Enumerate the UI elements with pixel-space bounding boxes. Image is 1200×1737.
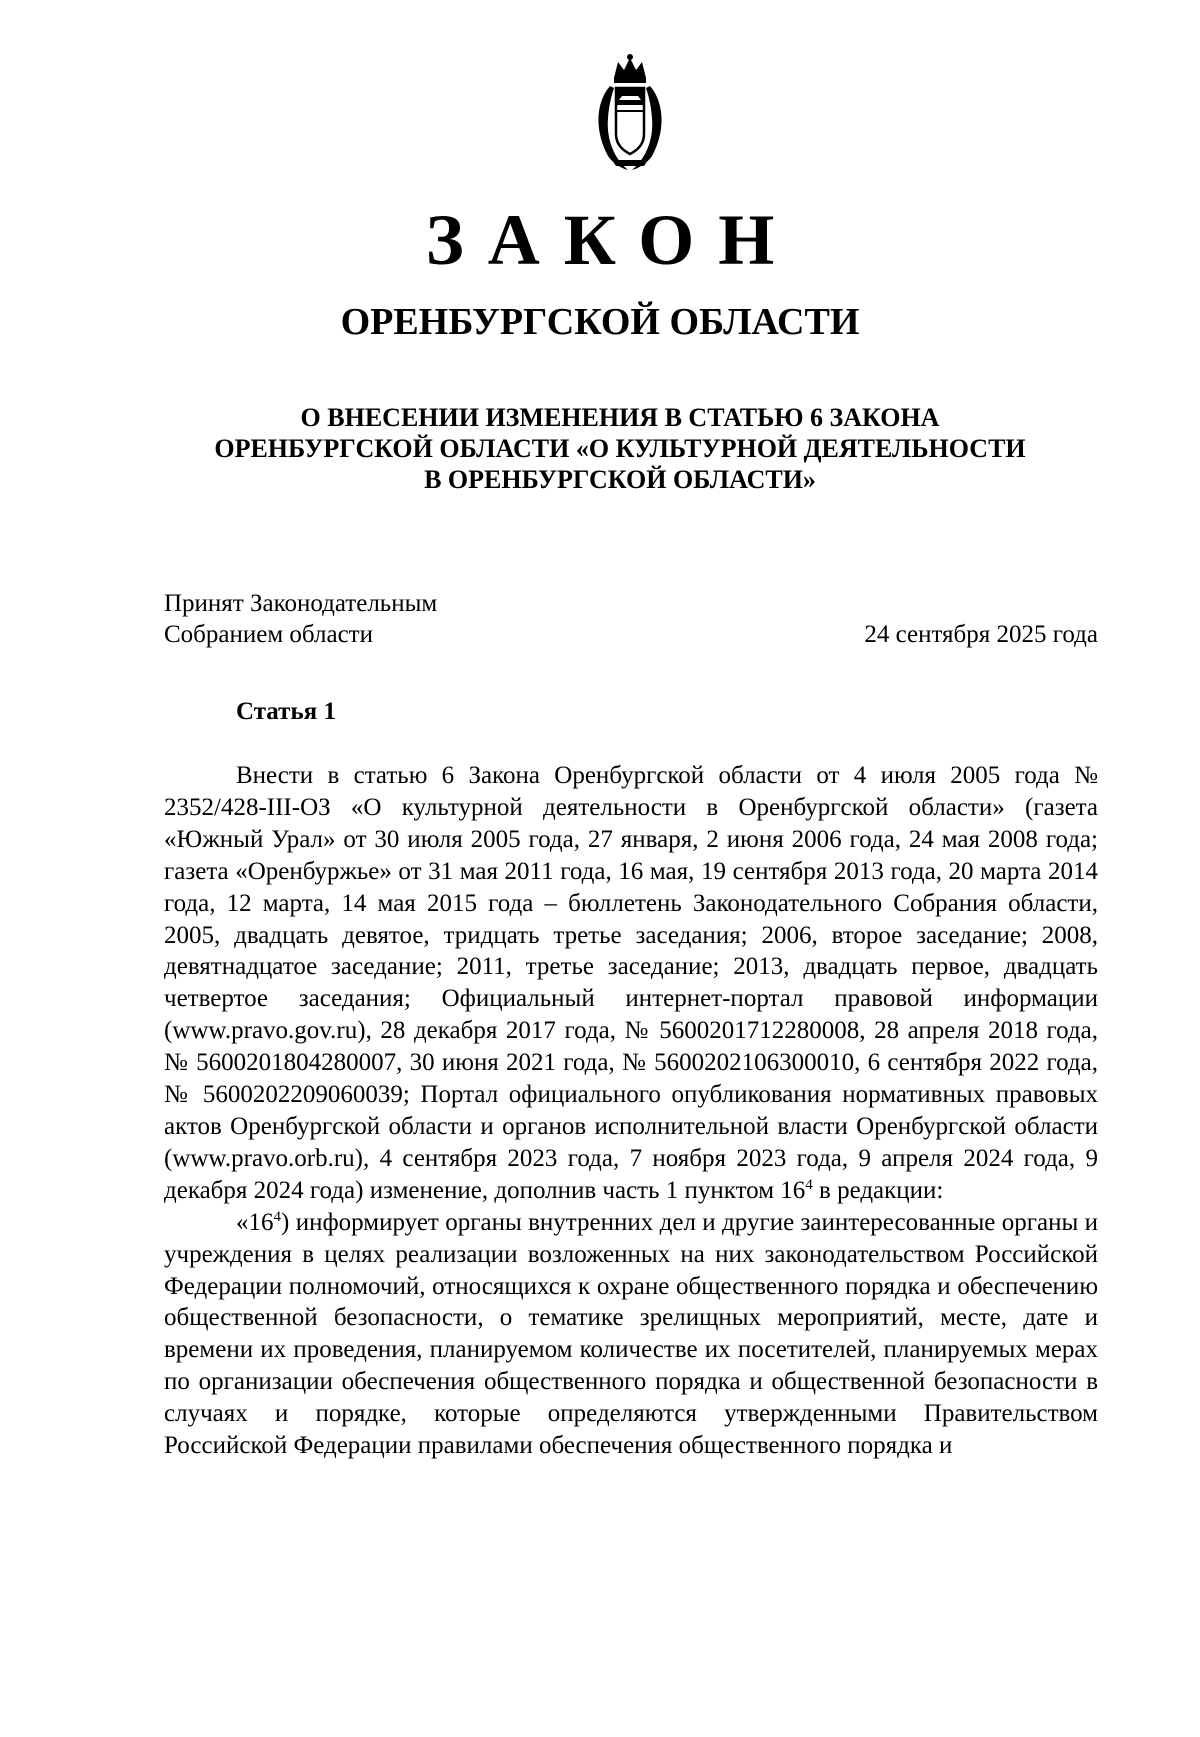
adoption-line: Собранием области (164, 621, 373, 648)
adoption-line: Принят Законодательным (164, 590, 438, 617)
law-subject (160, 402, 1080, 495)
coat-of-arms-icon (590, 52, 670, 174)
paragraph-text: ) информирует органы внутренних дел и другие заинтересованные органы и учреждения в целях реализации возложенных на них законодательством Российской Федерации полномочий, относящихся к охране общественного порядка и обеспечению общественной безопасности, о тематике зрелищных мероприятий, месте, дате и времени их проведения, планируемом количестве их посетителей, планируемых мерах по организации обеспечения общественного порядка и общественной безопасности в случаях и порядке, которые определяются утвержденными Правительством Российской Федерации правилами обеспечения общественного порядка и (164, 1208, 1098, 1460)
adoption-date: 24 сентября 2025 года (864, 621, 1098, 648)
law-subject-line: В ОРЕНБУРГСКОЙ ОБЛАСТИ» (424, 465, 816, 494)
law-subject-line: ОРЕНБУРГСКОЙ ОБЛАСТИ «О КУЛЬТУРНОЙ ДЕЯТЕЛЬНОСТИ (214, 434, 1026, 463)
law-subject-line: О ВНЕСЕНИИ ИЗМЕНЕНИЯ В СТАТЬЮ 6 ЗАКОНА (300, 403, 940, 432)
region-title: ОРЕНБУРГСКОЙ ОБЛАСТИ (340, 301, 860, 343)
superscript: 4 (273, 1208, 281, 1225)
article-body (164, 760, 1098, 1462)
adoption-block (164, 588, 437, 650)
article-paragraph (164, 1207, 1098, 1462)
article-paragraph (164, 760, 1098, 1207)
paragraph-text: «16 (236, 1208, 274, 1236)
document-title: ЗАКОН (425, 200, 799, 280)
paragraph-text: Внести в статью 6 Закона Оренбургской области от 4 июля 2005 года № 2352/428-III-ОЗ «О культурной деятельности в Оренбургской области» (газета «Южный Урал» от 30 июля 2005 года, 27 января, 2 июня 2006 года, 24 мая 2008 года; газета «Оренбуржье» от 31 мая 2011 года, 16 мая, 19 сентября 2013 года, 20 марта 2014 года, 12 марта, 14 мая 2015 года – бюллетень Законодательного Собрания области, 2005, двадцать девятое, тридцать третье заседания; 2006, второе заседание; 2008, девятнадцатое заседание; 2011, третье заседание; 2013, двадцать первое, двадцать четвертое заседания; Официальный интернет-портал правовой информации (www.pravo.gov.ru), 28 декабря 2017 года, № 5600201712280008, 28 апреля 2018 года, № 5600201804280007, 30 июня 2021 года, № 5600202106300010, 6 сентября 2022 года, № 5600202209060039; Портал официального опубликования нормативных правовых актов Оренбургской области и органов исполнительной власти Оренбургской области (www.pravo.orb.ru), 4 сентября 2023 года, 7 ноября 2023 года, 9 апреля 2024 года, 9 декабря 2024 года) изменение, дополнив часть 1 пунктом 16 (164, 762, 1098, 1204)
article-title: Статья 1 (236, 698, 336, 725)
paragraph-text: в редакции: (812, 1176, 944, 1204)
superscript: 4 (805, 1176, 813, 1193)
